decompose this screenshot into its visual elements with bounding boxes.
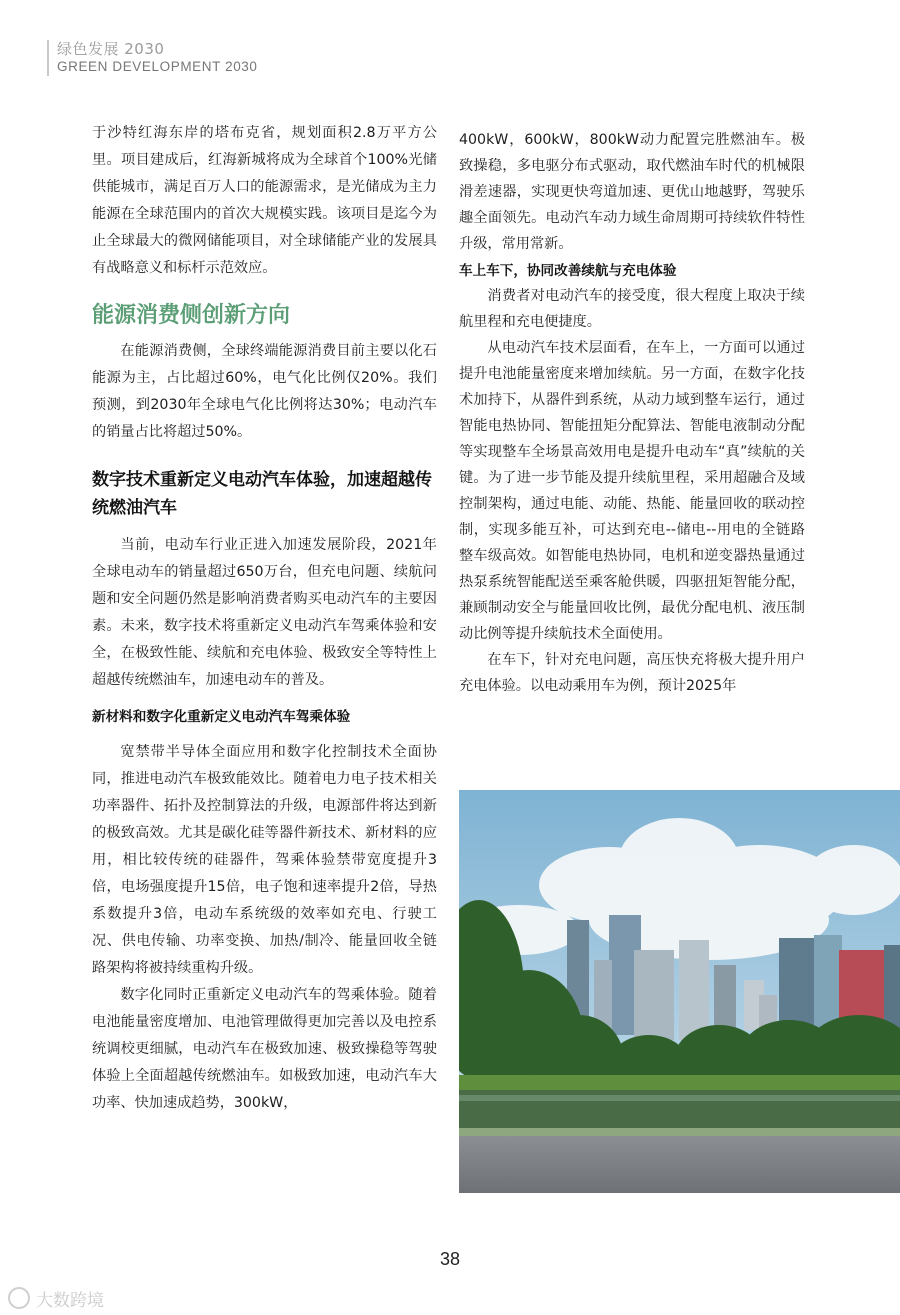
header-title-en: GREEN DEVELOPMENT 2030	[57, 59, 258, 74]
continued-paragraph: 400kW，600kW，800kW动力配置完胜燃油车。极致操稳，多电驱分布式驱动，取代燃油车时代的机械限滑差速器，实现更快弯道加速、更优山地越野，驾驶乐趣全面领先。电动汽车动力域生命周期可持续软件特性升级，常用常新。	[459, 132, 805, 252]
city-skyline-photo	[459, 790, 900, 1193]
redefine-paragraph: 数字化同时正重新定义电动汽车的驾乘体验。随着电池能量密度增加、电池管理做得更加完善以及电控系统调校更细腻，电动汽车在极致加速、极致操稳等驾驶体验上全面超越传统燃油车。如极致加速，电动汽车大功率、快加速成趋势，300kW，	[92, 987, 437, 1111]
acceptance-paragraph: 消费者对电动汽车的接受度，很大程度上取决于续航里程和充电便捷度。	[459, 288, 805, 330]
energy-paragraph: 在能源消费侧，全球终端能源消费目前主要以化石能源为主，占比超过60%，电气化比例仅20%。我们预测，到2030年全球电气化比例将达30%；电动汽车的销量占比将超过50%。	[92, 343, 437, 440]
watermark-text: 大数跨境	[36, 1291, 104, 1311]
offcar-paragraph: 在车下，针对充电问题，高压快充将极大提升用户充电体验。以电动乘用车为例，预计2025年	[459, 652, 805, 694]
header-title-cn: 绿色发展 2030	[57, 40, 165, 58]
page-number: 38	[439, 1249, 461, 1269]
watermark	[8, 1286, 104, 1311]
subheading-material: 新材料和数字化重新定义电动汽车驾乘体验	[92, 709, 351, 725]
left-column	[92, 120, 437, 1117]
technology-paragraph: 从电动汽车技术层面看，在车上，一方面可以通过提升电池能量密度来增加续航。另一方面，在数字化技术加持下，从器件到系统，从动力域到整车运行，通过智能电热协同、智能扭矩分配算法、智能电液制动分配等实现整车全场景高效用电是提升电动车“真”续航的关键。为了进一步节能及提升续航里程，采用超融合及域控制架构，通过电能、动能、热能、能量回收的联动控制，实现多能互补，可达到充电--储电--用电的全链路整车级高效。如智能电热协同，电机和逆变器热量通过热泵系统智能配送至乘客舱供暖，四驱扭矩智能分配，兼顾制动安全与能量回收比例，最优分配电机、液压制动比例等提升续航技术全面使用。	[459, 340, 805, 642]
right-column	[459, 127, 805, 699]
running-header	[47, 40, 258, 76]
subheading-charging: 车上车下，协同改善续航与充电体验	[459, 263, 677, 279]
section-heading-energy: 能源消费侧创新方向	[92, 303, 291, 328]
digital-paragraph: 当前，电动车行业正进入加速发展阶段，2021年全球电动车的销量超过650万台，但充电问题、续航问题和安全问题仍然是影响消费者购买电动汽车的主要因素。未来，数字技术将重新定义电动汽车驾乘体验和安全，在极致性能、续航和充电体验、极致安全等特性上超越传统燃油车，加速电动车的普及。	[92, 537, 437, 688]
intro-paragraph: 于沙特红海东岸的塔布克省，规划面积2.8万平方公里。项目建成后，红海新城将成为全球首个100%光储供能城市，满足百万人口的能源需求，是光储成为主力能源在全球范围内的首次大规模实践。该项目是迄今为止全球最大的微网储能项目，对全球储能产业的发展具有战略意义和标杆示范效应。	[92, 125, 437, 276]
watermark-logo-icon	[8, 1287, 30, 1309]
section-heading-digital: 数字技术重新定义电动汽车体验，加速超越传统燃油汽车	[92, 470, 432, 518]
material-paragraph: 宽禁带半导体全面应用和数字化控制技术全面协同，推进电动汽车极致能效比。随着电力电子技术相关功率器件、拓扑及控制算法的升级，电源部件将达到新的极致高效。尤其是碳化硅等器件新技术、新材料的应用，相比较传统的硅器件，驾乘体验禁带宽度提升3倍，电场强度提升15倍，电子饱和速率提升2倍，导热系数提升3倍，电动车系统级的效率如充电、行驶工况、供电传输、功率变换、加热/制冷、能量回收全链路架构将被持续重构升级。	[92, 744, 437, 976]
